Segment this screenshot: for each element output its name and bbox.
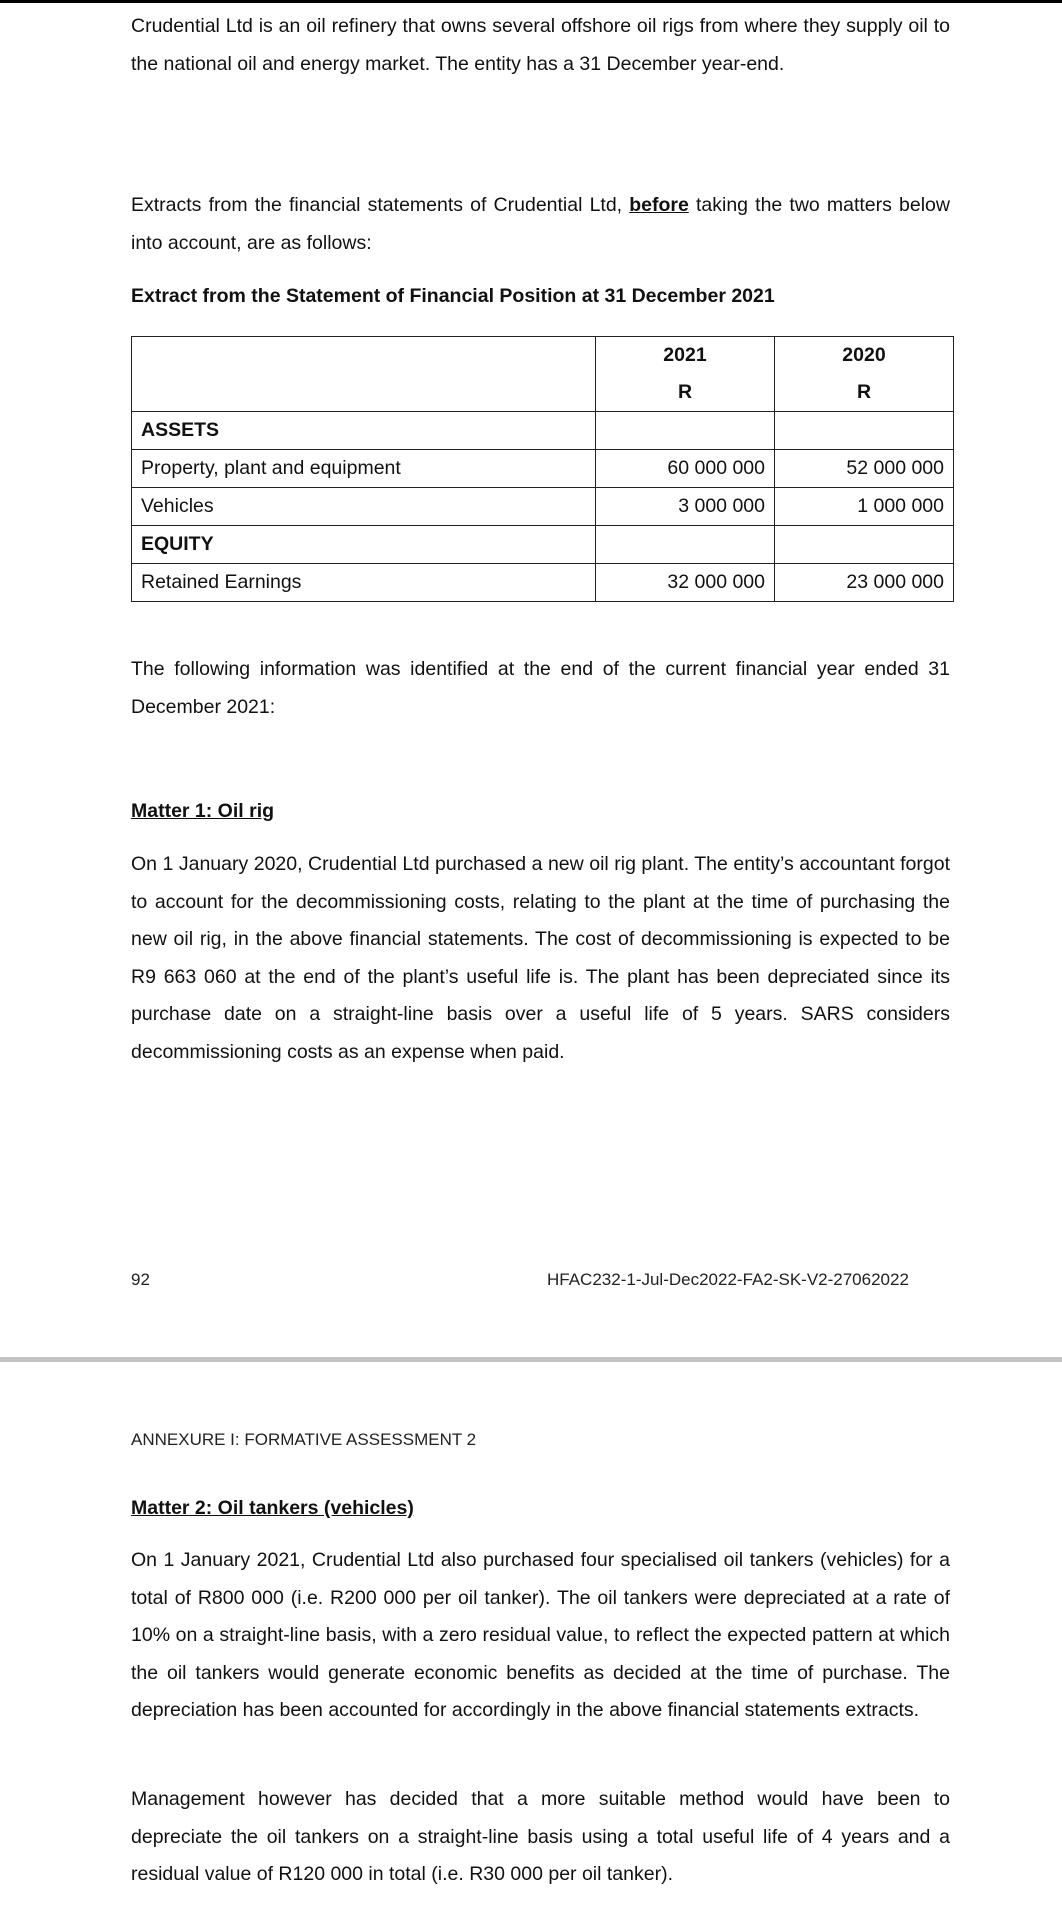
matter2-paragraph-1: On 1 January 2021, Crudential Ltd also purchased four specialised oil tankers (vehicles) for a total of R800 000 (i.e. R200 000 per oil tanker). The oil tankers were depreciated at a rate of 10% on a straight-line basis, with a zero residual value, to reflect the expected pattern at which the oil tankers would generate economic benefits as decided at the time of purchase. The depreciation has been accounted for accordingly in the above financial statements extracts. <box>131 1549 950 1721</box>
page-separator <box>0 1357 1062 1362</box>
table-row <box>132 450 954 488</box>
year-label: 2020 <box>842 344 886 366</box>
table-header-row <box>132 337 954 412</box>
page-header: ANNEXURE I: FORMATIVE ASSESSMENT 2 <box>131 1430 477 1449</box>
row-label: EQUITY <box>132 526 596 564</box>
top-border <box>0 0 1062 3</box>
financial-position-table <box>131 336 954 602</box>
year-label: 2021 <box>663 344 707 366</box>
page-number: 92 <box>131 1270 150 1289</box>
value-2020 <box>775 412 954 450</box>
value-2020: 1 000 000 <box>775 488 954 526</box>
table-row <box>132 564 954 602</box>
extracts-emphasis: before <box>629 194 689 216</box>
intro-paragraph: Crudential Ltd is an oil refinery that owns several offshore oil rigs from where they supply oil to the national oil and energy market. The entity has a 31 December year-end. <box>131 15 950 75</box>
matter1-paragraph: On 1 January 2020, Crudential Ltd purchased a new oil rig plant. The entity’s accountant forgot to account for the decommissioning costs, relating to the plant at the time of purchasing the new oil rig, in the above financial statements. The cost of decommissioning is expected to be R9 663 060 at the end of the plant’s useful life is. The plant has been depreciated since its purchase date on a straight-line basis over a useful life of 5 years. SARS considers decommissioning costs as an expense when paid. <box>131 853 950 1063</box>
header-2020 <box>775 337 954 412</box>
value-2021 <box>596 526 775 564</box>
value-2021: 32 000 000 <box>596 564 775 602</box>
value-2020: 23 000 000 <box>775 564 954 602</box>
matter2-paragraph-2: Management however has decided that a more suitable method would have been to depreciate the oil tankers on a straight-line basis using a total useful life of 4 years and a residual value of R120 000 in total (i.e. R30 000 per oil tanker). <box>131 1788 950 1885</box>
table-row <box>132 526 954 564</box>
extracts-text-pre: Extracts from the financial statements of Crudential Ltd, <box>131 194 630 216</box>
header-empty-cell <box>132 337 596 412</box>
extracts-text-post: taking the two matters below into account, are as follows: <box>131 194 950 254</box>
value-2021: 3 000 000 <box>596 488 775 526</box>
row-label: Property, plant and equipment <box>132 450 596 488</box>
value-2021 <box>596 412 775 450</box>
matter2-title: Matter 2: Oil tankers (vehicles) <box>131 1497 414 1519</box>
matter1-title: Matter 1: Oil rig <box>131 800 275 822</box>
value-2020: 52 000 000 <box>775 450 954 488</box>
value-2021: 60 000 000 <box>596 450 775 488</box>
row-label: Retained Earnings <box>132 564 596 602</box>
row-label: Vehicles <box>132 488 596 526</box>
extracts-paragraph <box>131 187 950 262</box>
table-row <box>132 412 954 450</box>
unit-label: R <box>677 381 693 403</box>
table-title: Extract from the Statement of Financial Position at 31 December 2021 <box>131 285 775 307</box>
header-2021 <box>596 337 775 412</box>
unit-label: R <box>856 381 872 403</box>
table-row <box>132 488 954 526</box>
row-label: ASSETS <box>132 412 596 450</box>
value-2020 <box>775 526 954 564</box>
document-code: HFAC232-1-Jul-Dec2022-FA2-SK-V2-27062022 <box>547 1270 909 1289</box>
following-paragraph: The following information was identified at the end of the current financial year ended 31 December 2021: <box>131 658 950 718</box>
